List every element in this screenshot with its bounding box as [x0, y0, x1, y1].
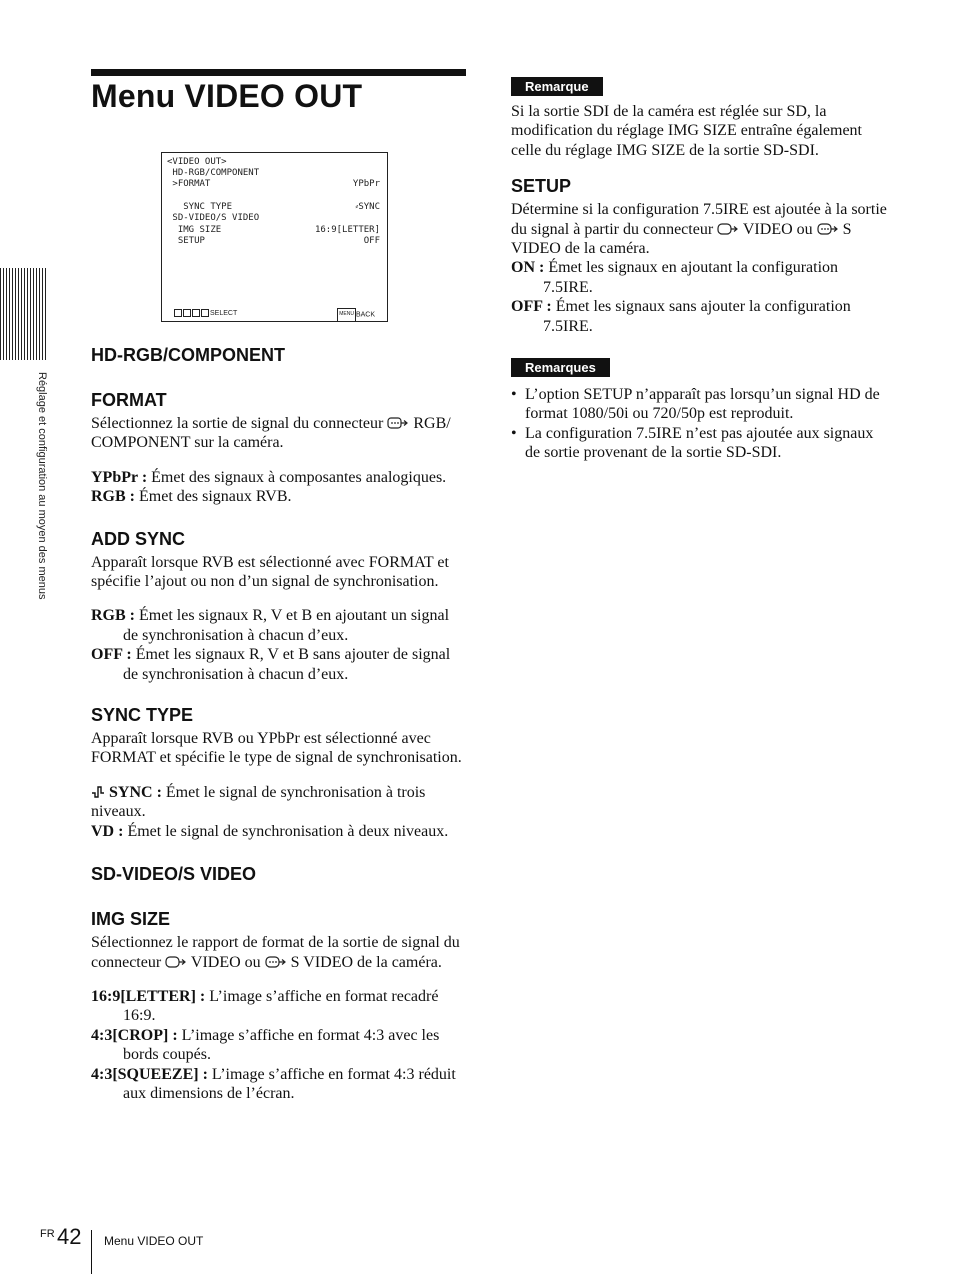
setup-description: Détermine si la configuration 7.5IRE est ajoutée à la sortie du signal à partir du connecteur VIDEO ou S VIDEO de la caméra.	[511, 201, 887, 258]
list-item: • L’option SETUP n’apparaît pas lorsqu’un signal HD de format 1080/50i ou 720/50p est reproduit.	[511, 385, 887, 424]
screen-line: IMG SIZE 16:9[LETTER]	[167, 225, 380, 235]
right-column	[511, 77, 887, 463]
img-size-letter-def: 16:9[LETTER] : L’image s’affiche en format recadré 16:9.	[91, 987, 439, 1025]
add-sync-off-def: OFF : Émet les signaux R, V et B sans ajouter de signal de synchronisation à chacun d’eux.	[91, 646, 451, 683]
img-size-squeeze-def: 4:3[SQUEEZE] : L’image s’affiche en format 4:3 réduit aux dimensions de l’écran.	[91, 1065, 456, 1102]
screen-line: SETUP OFF	[167, 236, 380, 246]
format-description: Sélectionnez la sortie de signal du connecteur RGB/ COMPONENT sur la caméra.	[91, 415, 451, 452]
footer-language: FR	[40, 1228, 55, 1240]
screen-line: <VIDEO OUT>	[167, 157, 227, 167]
subheading-sync-type: SYNC TYPE	[91, 705, 194, 726]
subheading-img-size: IMG SIZE	[91, 909, 171, 930]
screen-line: >FORMAT YPbPr	[167, 179, 380, 189]
format-ypbpr-def: YPbPr : Émet des signaux à composantes analogiques.	[91, 468, 447, 486]
sync-type-sync-def: SYNC : Émet le signal de synchronisation à trois niveaux.	[91, 783, 426, 821]
subheading-format: FORMAT	[91, 390, 167, 410]
setup-on-def: ON : Émet les signaux en ajoutant la configuration 7.5IRE.	[511, 259, 839, 296]
side-tab-marker	[0, 268, 46, 360]
page-number: 42	[57, 1224, 82, 1249]
format-rgb-def: RGB : Émet des signaux RVB.	[91, 488, 292, 506]
left-column	[91, 344, 467, 1103]
screen-line	[167, 190, 380, 201]
s-video-connector-icon	[817, 223, 839, 235]
add-sync-rgb-def: RGB : Émet les signaux R, V et B en ajoutant un signal de synchronisation à chacun d’eux.	[91, 607, 450, 644]
menu-key-icon: MENU	[337, 308, 356, 322]
screen-line: SYNC TYPE ⸗SYNC	[167, 202, 380, 212]
setup-off-def: OFF : Émet les signaux sans ajouter la configuration 7.5IRE.	[511, 298, 851, 335]
subheading-setup: SETUP	[511, 176, 572, 197]
note-text: Si la sortie SDI de la caméra est réglée sur SD, la modification du réglage IMG SIZE entraîne également celle du réglage IMG SIZE de la sortie SD-SDI.	[511, 103, 862, 159]
screen-line: HD-RGB/COMPONENT	[167, 168, 260, 178]
side-section-label: Réglage et configuration au moyen des menus	[36, 372, 48, 600]
s-video-connector-icon	[265, 956, 287, 968]
footer-section-title: Menu VIDEO OUT	[104, 1234, 204, 1248]
arrow-buttons-icon	[174, 310, 210, 317]
sync-type-description: Apparaît lorsque RVB ou YPbPr est sélectionné avec FORMAT et spécifie le type de signal de synchronisation.	[91, 730, 462, 767]
back-hint: BACK	[355, 311, 375, 319]
screen-footer	[174, 308, 375, 318]
img-size-description: Sélectionnez le rapport de format de la sortie de signal du connecteur VIDEO ou S VIDEO de la caméra.	[91, 934, 460, 971]
footer-rule	[91, 1230, 92, 1274]
screen-line: SD-VIDEO/S VIDEO	[167, 213, 260, 223]
sync-type-vd-def: VD : Émet le signal de synchronisation à deux niveaux.	[91, 822, 449, 840]
img-size-crop-def: 4:3[CROP] : L’image s’affiche en format 4:3 avec les bords coupés.	[91, 1026, 440, 1064]
list-item: • La configuration 7.5IRE n’est pas ajoutée aux signaux de sortie provenant de la sortie SD-SDI.	[511, 424, 887, 463]
note-tag: Remarque	[511, 77, 603, 96]
video-connector-icon	[165, 956, 187, 968]
add-sync-description: Apparaît lorsque RVB est sélectionné avec FORMAT et spécifie l’ajout ou non d’un signal de synchronisation.	[91, 553, 449, 591]
rgb-connector-icon	[387, 417, 409, 429]
select-hint: SELECT	[210, 310, 238, 317]
video-connector-icon	[717, 223, 739, 235]
tri-level-sync-icon	[91, 784, 105, 798]
title-rule	[91, 69, 466, 76]
page-title: Menu VIDEO OUT	[91, 78, 363, 114]
section-heading-sd: SD-VIDEO/S VIDEO	[91, 864, 257, 885]
notes-tag: Remarques	[511, 358, 610, 377]
subheading-add-sync: ADD SYNC	[91, 528, 186, 549]
section-heading-hd: HD-RGB/COMPONENT	[91, 345, 285, 365]
menu-screen-illustration	[161, 152, 388, 322]
